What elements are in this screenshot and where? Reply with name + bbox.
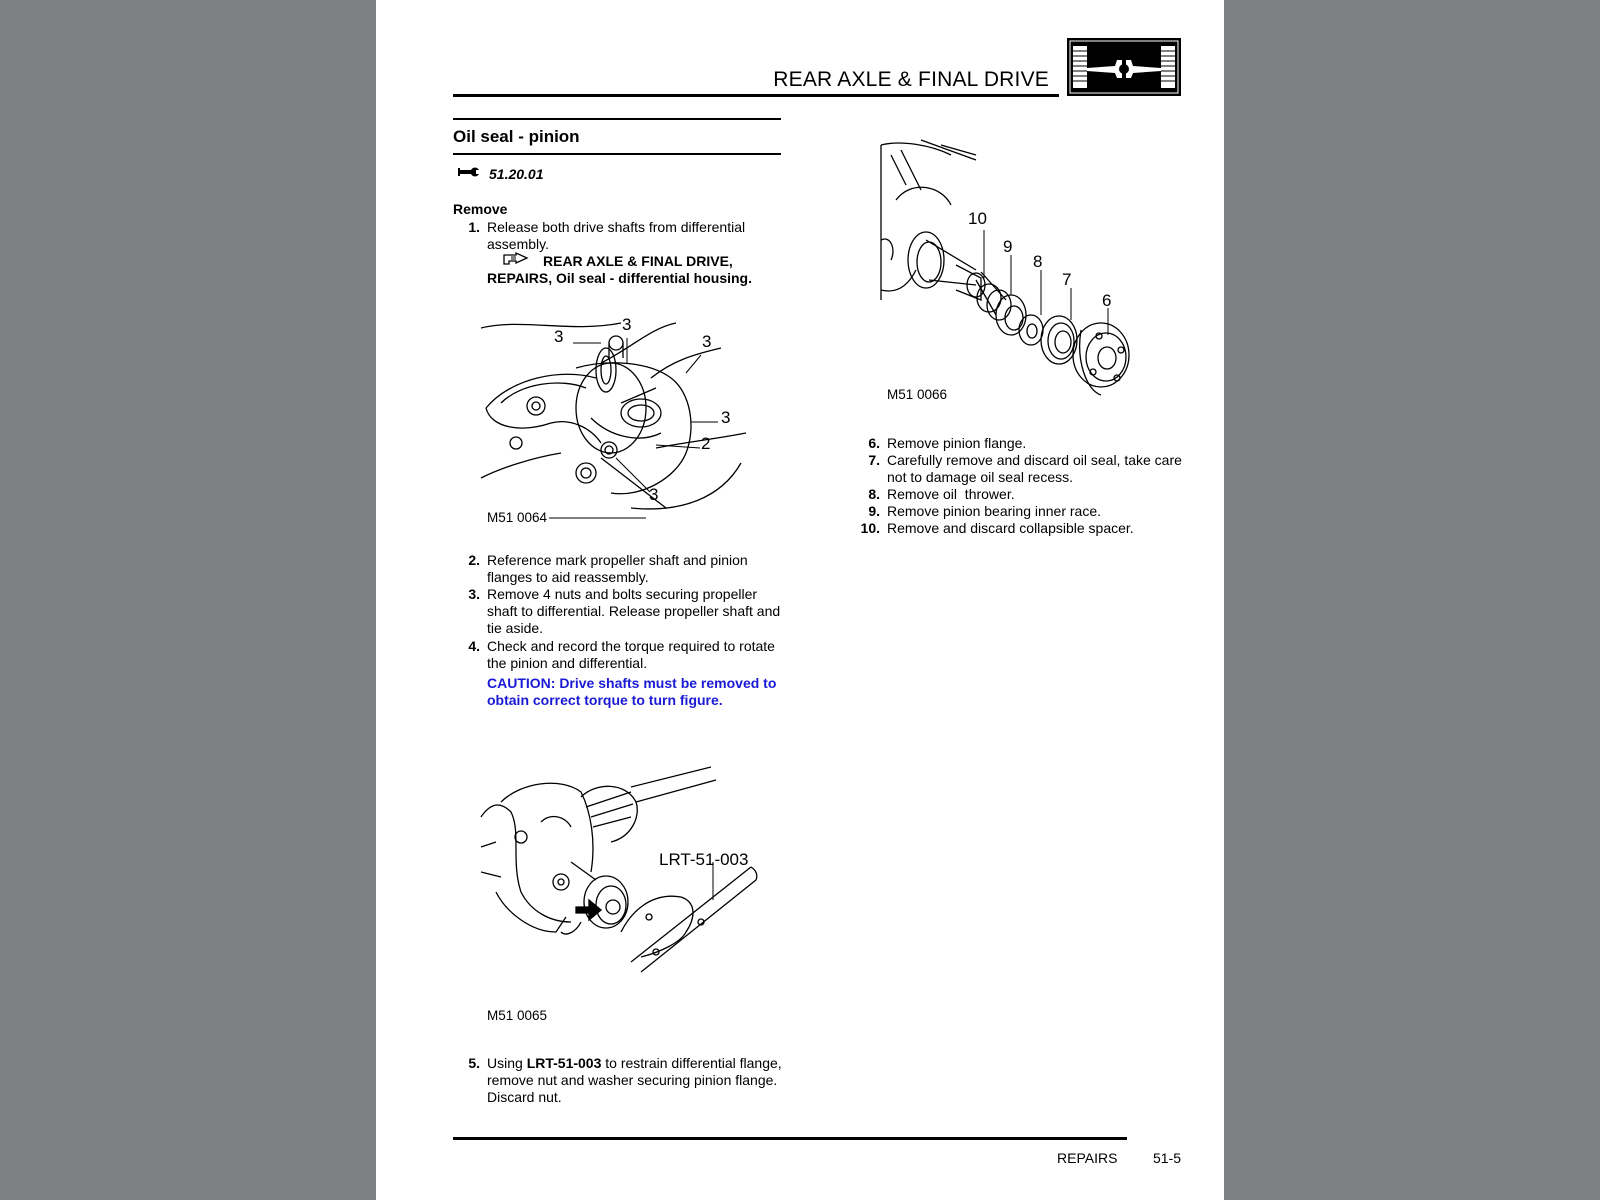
callout-6: 6 xyxy=(1102,291,1112,310)
step-text: Remove 4 nuts and bolts securing propeller shaft to differential. Release propeller shaft and tie aside. xyxy=(487,586,781,636)
step-text: Remove oil thrower. xyxy=(887,486,1015,502)
figure-m51-0065 xyxy=(481,762,781,992)
rear-axle-logo-icon xyxy=(1067,38,1181,96)
section-title: Oil seal - pinion xyxy=(453,127,580,146)
step-5 xyxy=(453,1055,793,1106)
step-3 xyxy=(453,586,793,637)
operation-code: 51.20.01 xyxy=(489,166,544,182)
figure-label: M51 0064 xyxy=(487,510,548,525)
footer-section: REPAIRS xyxy=(1057,1150,1118,1166)
step-text-post: to restrain differential flange, remove nut and washer securing pinion flange. Discard nut. xyxy=(487,1055,782,1105)
step-number: 2. xyxy=(468,552,480,568)
step-text-pre: Using xyxy=(487,1055,527,1071)
step-text: Release both drive shafts from differential assembly. xyxy=(487,219,746,252)
step-text: Carefully remove and discard oil seal, take care not to damage oil seal recess. xyxy=(887,452,1182,485)
page-header-title: REAR AXLE & FINAL DRIVE xyxy=(773,68,1049,91)
section-rule-bottom xyxy=(453,153,781,155)
callout-3: 3 xyxy=(649,485,659,504)
section-rule-top xyxy=(453,118,781,120)
figure-3-leader-lines xyxy=(881,140,1151,405)
wrench-icon xyxy=(458,166,480,178)
callout-3: 3 xyxy=(702,332,712,351)
tool-number: LRT-51-003 xyxy=(526,1055,602,1071)
figure-1-leader-lines xyxy=(481,318,781,528)
remove-heading: Remove xyxy=(453,201,508,217)
step-7 xyxy=(853,452,1193,486)
step-number: 7. xyxy=(868,452,880,468)
step-9 xyxy=(853,503,1193,520)
figure-label: M51 0066 xyxy=(887,387,948,402)
step-text xyxy=(487,1055,787,1106)
manual-page xyxy=(376,0,1224,1200)
tool-callout: LRT-51-003 xyxy=(659,850,749,869)
step-number: 5. xyxy=(468,1055,480,1071)
header-rule xyxy=(453,94,1059,97)
cross-reference[interactable]: REAR AXLE & FINAL DRIVE, REPAIRS, Oil seal - differential housing. xyxy=(487,253,753,286)
step-number: 6. xyxy=(868,435,880,451)
step-6 xyxy=(853,435,1193,452)
step-number: 1. xyxy=(468,219,480,235)
step-number: 3. xyxy=(468,586,480,602)
step-number: 4. xyxy=(468,638,480,654)
step-number: 8. xyxy=(868,486,880,502)
callout-7: 7 xyxy=(1062,270,1072,289)
step-2 xyxy=(453,552,793,586)
caution-note: CAUTION: Drive shafts must be removed to obtain correct torque to turn figure. xyxy=(487,675,777,708)
figure-label: M51 0065 xyxy=(487,1008,548,1023)
callout-3: 3 xyxy=(622,315,632,334)
step-8 xyxy=(853,486,1193,503)
callout-2: 2 xyxy=(701,434,711,453)
callout-3: 3 xyxy=(721,408,731,427)
step-text: Reference mark propeller shaft and pinion flanges to aid reassembly. xyxy=(487,552,748,585)
step-text: Remove pinion bearing inner race. xyxy=(887,503,1102,519)
step-text: Remove pinion flange. xyxy=(887,435,1027,451)
callout-10: 10 xyxy=(968,209,987,228)
step-4 xyxy=(453,638,793,672)
callout-8: 8 xyxy=(1033,252,1043,271)
step-text: Check and record the torque required to rotate the pinion and differential. xyxy=(487,638,775,671)
callout-3: 3 xyxy=(554,327,564,346)
footer-rule xyxy=(453,1137,1127,1140)
step-10 xyxy=(853,520,1193,537)
step-number: 10. xyxy=(860,520,880,536)
footer-page-number: 51-5 xyxy=(1153,1150,1182,1166)
callout-9: 9 xyxy=(1003,237,1013,256)
step-text: Remove and discard collapsible spacer. xyxy=(887,520,1134,536)
step-number: 9. xyxy=(868,503,880,519)
